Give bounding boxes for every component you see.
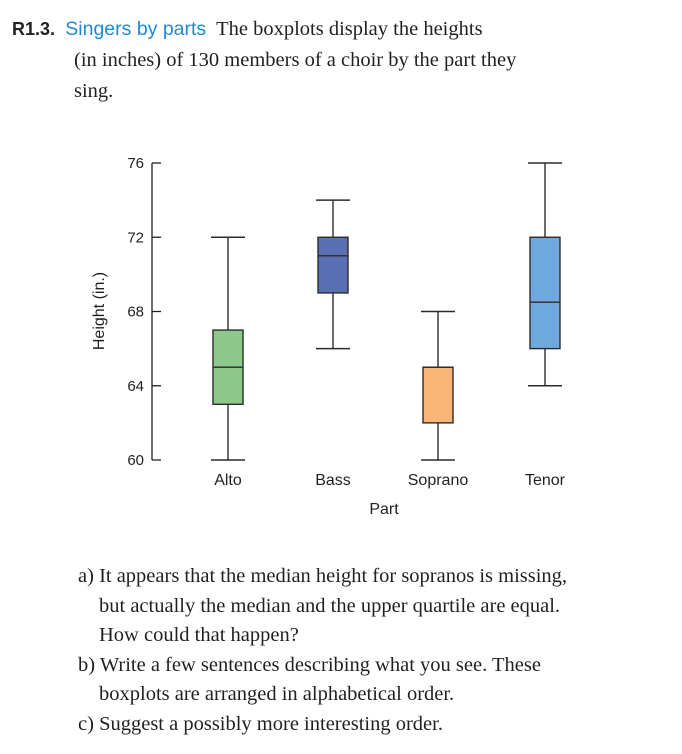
question-c-line — [78, 710, 678, 740]
boxplot-bass — [316, 200, 350, 349]
question-a — [78, 562, 678, 651]
question-b-label: b) — [78, 653, 96, 676]
problem-number: R1.3. — [12, 19, 56, 39]
question-c-text: Suggest a possibly more interesting order. — [99, 712, 443, 735]
question-a-line: but actually the median and the upper quartile are equal. — [99, 594, 561, 617]
x-axis-title: Part — [369, 501, 399, 518]
y-axis — [127, 155, 161, 469]
y-tick-label: 68 — [127, 303, 144, 321]
y-axis-title: Height (in.) — [91, 271, 108, 351]
x-category-label: Tenor — [524, 472, 566, 489]
iqr-box — [423, 367, 453, 423]
y-tick-label: 60 — [127, 452, 144, 469]
y-tick-label: 72 — [127, 229, 144, 247]
x-axis-labels — [214, 472, 565, 489]
y-tick-label: 76 — [127, 155, 144, 172]
question-b-line — [78, 651, 678, 681]
boxplots — [211, 163, 562, 460]
question-c — [78, 710, 678, 740]
question-list — [78, 562, 678, 739]
x-category-label: Soprano — [407, 472, 469, 489]
problem-text-line: The boxplots display the heights — [216, 18, 483, 40]
x-category-label: Bass — [315, 472, 351, 489]
boxplot-tenor — [528, 163, 562, 386]
question-a-label: a) — [78, 565, 94, 587]
question-a-line — [78, 562, 678, 592]
x-category-label: Alto — [214, 472, 242, 489]
iqr-box — [318, 237, 348, 293]
question-a-text: It appears that the median height for sopranos is missing, — [99, 565, 568, 587]
iqr-box — [530, 237, 560, 348]
boxplot-soprano — [421, 312, 455, 461]
question-c-label: c) — [78, 712, 94, 735]
question-b — [78, 651, 678, 710]
question-a-line: How could that happen? — [99, 624, 299, 646]
question-b-line: boxplots are arranged in alphabetical order. — [99, 683, 455, 705]
question-b-text: Write a few sentences describing what you see. These — [99, 653, 541, 676]
y-tick-label: 64 — [127, 377, 144, 395]
problem-text-line: (in inches) of 130 members of a choir by the part they — [74, 49, 517, 71]
boxplot-alto — [211, 237, 245, 460]
problem-title: Singers by parts — [65, 18, 207, 40]
problem-text-line: sing. — [74, 80, 114, 102]
